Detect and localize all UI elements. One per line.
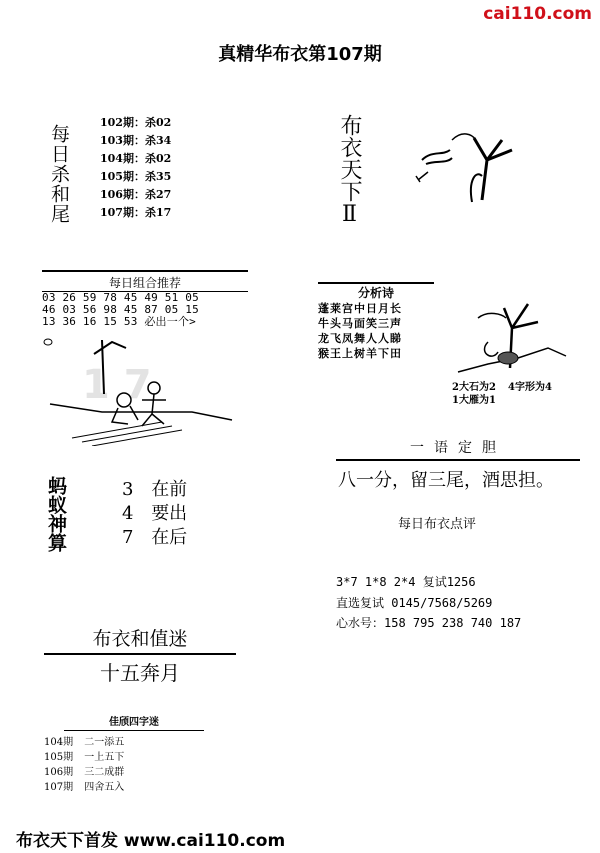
poem-note: 4字形为4 [508, 382, 552, 393]
combo-section [42, 270, 248, 328]
ant-num: 3 [122, 479, 134, 500]
yiyu-value: 八一分，留三尾，酒思担。 [338, 470, 554, 491]
ant-row [122, 478, 187, 502]
page-title: 真精华布衣第107期 [218, 44, 382, 65]
pair-title: 布衣和值迷 [92, 628, 188, 650]
kill-item: 106期：杀27 [100, 188, 172, 201]
ant-row [122, 526, 187, 550]
ant-text: 在前 [151, 479, 188, 500]
poem-sketch [448, 288, 568, 376]
svg-text:1 7: 1 7 [82, 362, 152, 408]
four-char-divider [64, 730, 204, 731]
site-logo-text[interactable]: cai110.com [483, 4, 592, 24]
poem-note: 1大雁为1 [452, 395, 496, 406]
footer-text: 布衣天下首发 www.cai110.com [16, 831, 286, 851]
riddle: 一上五下 [84, 752, 125, 763]
kill-item: 107期：杀17 [100, 206, 172, 219]
four-char-header: 佳颀四字迷 [109, 717, 159, 728]
ant-num: 4 [122, 503, 134, 524]
four-char-section [44, 713, 204, 795]
four-char-row [44, 780, 204, 795]
figures-sketch [42, 334, 248, 446]
pair-value: 十五奔月 [100, 661, 180, 685]
kill-item: 103期：杀34 [100, 134, 172, 147]
ant-row [122, 502, 187, 526]
kill-section-label: 每日杀和尾 [48, 124, 70, 224]
poem-section [318, 282, 434, 361]
poem-line: 猴王上树羊下田 [318, 347, 402, 360]
poem-line: 龙飞凤舞人人睇 [318, 332, 402, 345]
pair-divider [44, 653, 236, 655]
combo-header: 每日组合推荐 [42, 270, 248, 292]
kill-item: 104期：杀02 [100, 152, 172, 165]
yiyu-section [336, 437, 580, 461]
poem-line: 牛头马面笑三声 [318, 317, 402, 330]
kill-item: 102期：杀02 [100, 116, 172, 129]
tree-bird-sketch [412, 120, 522, 210]
comment-title: 每日布衣点评 [398, 517, 477, 532]
ant-label: 蚂蚁神算 [45, 476, 67, 552]
poem-title: 分析诗 [357, 286, 394, 300]
data-line: 直选复试 0145/7568/5269 [336, 596, 493, 610]
riddle: 三二成群 [84, 767, 125, 778]
combo-row: 46 03 56 98 45 87 05 15 [42, 303, 199, 316]
poem-line: 蓬莱宫中日月长 [318, 302, 402, 315]
issue: 105期 [44, 752, 74, 763]
ant-text: 要出 [151, 503, 188, 524]
yiyu-title: 一语定胆 [336, 437, 580, 461]
data-line: 心水号：158 795 238 740 187 [336, 616, 522, 630]
issue: 106期 [44, 767, 74, 778]
kill-list [100, 114, 171, 222]
four-char-row [44, 735, 204, 750]
kill-item: 105期：杀35 [100, 170, 172, 183]
four-char-row [44, 750, 204, 765]
ant-text: 在后 [151, 527, 188, 548]
combo-row: 13 36 16 15 53 必出一个> [42, 315, 196, 328]
pair-section [44, 624, 236, 686]
budyi-heading: 布衣天下Ⅱ [337, 114, 362, 227]
issue: 104期 [44, 737, 74, 748]
data-line: 3*7 1*8 2*4 复试1256 [336, 575, 476, 589]
poem-note: 2大石为2 [452, 382, 496, 393]
riddle: 二一添五 [84, 737, 125, 748]
ant-num: 7 [122, 527, 134, 548]
riddle: 四舍五入 [84, 782, 125, 793]
combo-row: 03 26 59 78 45 49 51 05 [42, 291, 199, 304]
four-char-row [44, 765, 204, 780]
issue: 107期 [44, 782, 74, 793]
